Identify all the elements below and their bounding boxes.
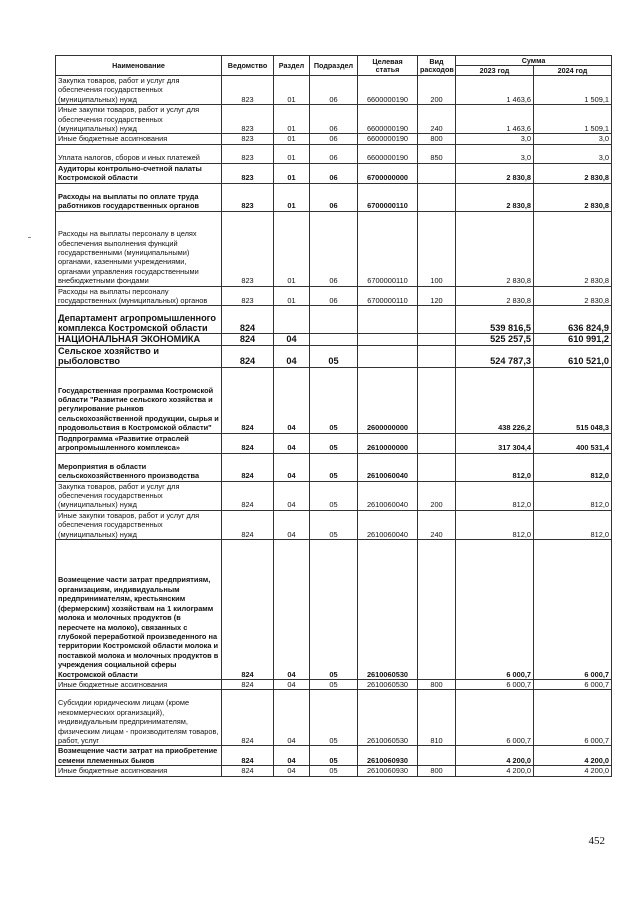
cell-cs: 2610060530 <box>358 690 418 746</box>
cell-cs: 2600000000 <box>358 367 418 433</box>
table-row <box>56 766 612 776</box>
table-row <box>56 433 612 453</box>
cell-ved: 824 <box>222 510 274 539</box>
cell-podr: 05 <box>310 766 358 776</box>
cell-cs <box>358 306 418 334</box>
cell-razd: 01 <box>274 105 310 134</box>
cell-podr: 05 <box>310 345 358 367</box>
cell-ved: 824 <box>222 334 274 345</box>
table-header-row <box>56 56 612 66</box>
cell-ved: 823 <box>222 134 274 144</box>
header-sum: Сумма <box>456 56 612 66</box>
table-row <box>56 286 612 306</box>
cell-podr: 05 <box>310 433 358 453</box>
cell-cs: 2610060530 <box>358 679 418 689</box>
cell-s2024: 636 824,9 <box>534 306 612 334</box>
cell-ved: 824 <box>222 766 274 776</box>
cell-podr: 06 <box>310 76 358 105</box>
cell-name: Государственная программа Костромской области "Развитие сельского хозяйства и регулирование рынков сельскохозяйственной продукции, сырья и продовольствия в Костромской области" <box>56 367 222 433</box>
cell-ved: 824 <box>222 481 274 510</box>
table-row <box>56 144 612 163</box>
cell-vr <box>418 163 456 183</box>
cell-s2024: 6 000,7 <box>534 679 612 689</box>
cell-s2023: 812,0 <box>456 481 534 510</box>
cell-podr: 06 <box>310 134 358 144</box>
cell-podr: 06 <box>310 183 358 211</box>
header-razdel: Раздел <box>274 56 310 76</box>
cell-s2023: 438 226,2 <box>456 367 534 433</box>
cell-razd: 04 <box>274 481 310 510</box>
cell-name: Расходы на выплаты персоналу в целях обеспечения выполнения функций государственными (муниципальными) органами, казенными учреждениями, органами управления государственными внебюджетными фондами <box>56 211 222 286</box>
cell-vr: 120 <box>418 286 456 306</box>
cell-name: Возмещение части затрат предприятиям, организациям, индивидуальным предпринимателям, крестьянским (фермерским) хозяйствам на 1 килограмм молока и молочных продуктов (в пересчете на молоко), связанных с глубокой переработкой произведенного на территории Костромской области молока и поставкой молока и молочных продуктов в учреждения социальной сферы Костромской области <box>56 539 222 679</box>
cell-podr: 05 <box>310 481 358 510</box>
table-row <box>56 134 612 144</box>
cell-cs: 2610060040 <box>358 453 418 481</box>
cell-podr: 06 <box>310 163 358 183</box>
header-podrazdel: Подраздел <box>310 56 358 76</box>
cell-name: Возмещение части затрат на приобретение семени племенных быков <box>56 746 222 766</box>
cell-cs: 6600000190 <box>358 105 418 134</box>
table-row <box>56 163 612 183</box>
cell-vr <box>418 539 456 679</box>
cell-razd: 04 <box>274 690 310 746</box>
cell-s2023: 3,0 <box>456 144 534 163</box>
header-2024: 2024 год <box>534 66 612 76</box>
table-row <box>56 367 612 433</box>
cell-razd: 04 <box>274 433 310 453</box>
cell-podr: 05 <box>310 690 358 746</box>
cell-vr: 810 <box>418 690 456 746</box>
scan-speck <box>28 237 31 238</box>
cell-s2023: 1 463,6 <box>456 76 534 105</box>
cell-name: Аудиторы контрольно-счетной палаты Костромской области <box>56 163 222 183</box>
cell-s2023: 2 830,8 <box>456 211 534 286</box>
cell-s2024: 6 000,7 <box>534 539 612 679</box>
cell-s2024: 812,0 <box>534 481 612 510</box>
cell-podr: 06 <box>310 105 358 134</box>
cell-ved: 823 <box>222 211 274 286</box>
cell-razd: 04 <box>274 453 310 481</box>
cell-ved: 823 <box>222 183 274 211</box>
cell-s2024: 2 830,8 <box>534 211 612 286</box>
cell-s2023: 4 200,0 <box>456 746 534 766</box>
cell-cs: 6700000110 <box>358 286 418 306</box>
cell-s2023: 1 463,6 <box>456 105 534 134</box>
cell-s2023: 812,0 <box>456 510 534 539</box>
cell-s2024: 812,0 <box>534 453 612 481</box>
cell-name: Субсидии юридическим лицам (кроме некоммерческих организаций), индивидуальным предпринимателям, физическим лицам - производителям товаров, работ, услуг <box>56 690 222 746</box>
cell-razd <box>274 306 310 334</box>
cell-ved: 824 <box>222 690 274 746</box>
cell-s2023: 524 787,3 <box>456 345 534 367</box>
cell-cs: 6700000000 <box>358 163 418 183</box>
cell-vr: 200 <box>418 76 456 105</box>
cell-s2024: 3,0 <box>534 134 612 144</box>
cell-razd: 01 <box>274 134 310 144</box>
cell-ved: 824 <box>222 433 274 453</box>
cell-name: Расходы на выплаты по оплате труда работников государственных органов <box>56 183 222 211</box>
cell-podr: 06 <box>310 286 358 306</box>
cell-vr <box>418 306 456 334</box>
header-name: Наименование <box>56 56 222 76</box>
table-row <box>56 306 612 334</box>
table-row <box>56 453 612 481</box>
cell-s2023: 2 830,8 <box>456 183 534 211</box>
cell-razd: 04 <box>274 334 310 345</box>
cell-razd: 04 <box>274 679 310 689</box>
cell-s2024: 515 048,3 <box>534 367 612 433</box>
cell-ved: 823 <box>222 76 274 105</box>
cell-name: Иные бюджетные ассигнования <box>56 766 222 776</box>
cell-cs: 6700000110 <box>358 211 418 286</box>
cell-podr: 06 <box>310 144 358 163</box>
cell-podr: 06 <box>310 211 358 286</box>
cell-razd: 01 <box>274 286 310 306</box>
cell-ved: 824 <box>222 453 274 481</box>
cell-podr <box>310 306 358 334</box>
cell-s2023: 317 304,4 <box>456 433 534 453</box>
cell-vr <box>418 345 456 367</box>
cell-cs: 6600000190 <box>358 134 418 144</box>
cell-ved: 824 <box>222 746 274 766</box>
table-row <box>56 746 612 766</box>
cell-ved: 823 <box>222 105 274 134</box>
cell-razd: 01 <box>274 76 310 105</box>
cell-name: Иные закупки товаров, работ и услуг для обеспечения государственных (муниципальных) нужд <box>56 105 222 134</box>
cell-razd: 01 <box>274 211 310 286</box>
cell-vr: 200 <box>418 481 456 510</box>
cell-name: Иные закупки товаров, работ и услуг для обеспечения государственных (муниципальных) нужд <box>56 510 222 539</box>
table-row <box>56 510 612 539</box>
cell-podr: 05 <box>310 367 358 433</box>
cell-ved: 823 <box>222 144 274 163</box>
cell-s2024: 2 830,8 <box>534 286 612 306</box>
cell-ved: 824 <box>222 345 274 367</box>
header-vid: Вид расходов <box>418 56 456 76</box>
cell-s2023: 3,0 <box>456 134 534 144</box>
cell-ved: 824 <box>222 679 274 689</box>
cell-name: Иные бюджетные ассигнования <box>56 134 222 144</box>
cell-cs: 2610060040 <box>358 510 418 539</box>
cell-s2023: 2 830,8 <box>456 286 534 306</box>
cell-cs: 6600000190 <box>358 76 418 105</box>
cell-s2023: 2 830,8 <box>456 163 534 183</box>
cell-s2024: 2 830,8 <box>534 163 612 183</box>
cell-name: Мероприятия в области сельскохозяйственного производства <box>56 453 222 481</box>
cell-podr: 05 <box>310 510 358 539</box>
cell-ved: 824 <box>222 539 274 679</box>
cell-s2023: 812,0 <box>456 453 534 481</box>
page-number: 452 <box>588 835 605 847</box>
cell-s2023: 539 816,5 <box>456 306 534 334</box>
cell-ved: 824 <box>222 306 274 334</box>
cell-cs <box>358 334 418 345</box>
cell-s2024: 610 521,0 <box>534 345 612 367</box>
cell-vr: 100 <box>418 211 456 286</box>
cell-vr: 240 <box>418 510 456 539</box>
table-row <box>56 679 612 689</box>
cell-vr: 240 <box>418 105 456 134</box>
cell-razd: 04 <box>274 766 310 776</box>
table-row <box>56 105 612 134</box>
cell-vr <box>418 183 456 211</box>
cell-s2024: 3,0 <box>534 144 612 163</box>
cell-name: Закупка товаров, работ и услуг для обеспечения государственных (муниципальных) нужд <box>56 481 222 510</box>
cell-s2024: 1 509,1 <box>534 105 612 134</box>
header-2023: 2023 год <box>456 66 534 76</box>
cell-podr <box>310 334 358 345</box>
cell-podr: 05 <box>310 539 358 679</box>
cell-podr: 05 <box>310 453 358 481</box>
table-row <box>56 690 612 746</box>
cell-razd: 04 <box>274 367 310 433</box>
cell-cs: 2610060530 <box>358 539 418 679</box>
cell-name: Расходы на выплаты персоналу государственных (муниципальных) органов <box>56 286 222 306</box>
cell-vr: 800 <box>418 134 456 144</box>
cell-name: Уплата налогов, сборов и иных платежей <box>56 144 222 163</box>
header-vedomstvo: Ведомство <box>222 56 274 76</box>
table-row <box>56 76 612 105</box>
cell-ved: 823 <box>222 286 274 306</box>
cell-cs: 6600000190 <box>358 144 418 163</box>
cell-vr <box>418 453 456 481</box>
cell-razd: 04 <box>274 746 310 766</box>
cell-name: НАЦИОНАЛЬНАЯ ЭКОНОМИКА <box>56 334 222 345</box>
table-row <box>56 211 612 286</box>
cell-podr: 05 <box>310 746 358 766</box>
cell-s2023: 6 000,7 <box>456 539 534 679</box>
cell-podr: 05 <box>310 679 358 689</box>
cell-vr: 850 <box>418 144 456 163</box>
cell-cs: 2610000000 <box>358 433 418 453</box>
cell-cs <box>358 345 418 367</box>
cell-ved: 823 <box>222 163 274 183</box>
cell-s2024: 2 830,8 <box>534 183 612 211</box>
cell-s2024: 1 509,1 <box>534 76 612 105</box>
cell-vr <box>418 746 456 766</box>
cell-razd: 04 <box>274 345 310 367</box>
cell-razd: 01 <box>274 183 310 211</box>
cell-s2023: 6 000,7 <box>456 690 534 746</box>
table-row <box>56 481 612 510</box>
table-row <box>56 539 612 679</box>
cell-cs: 2610060040 <box>358 481 418 510</box>
cell-name: Иные бюджетные ассигнования <box>56 679 222 689</box>
cell-s2024: 4 200,0 <box>534 766 612 776</box>
cell-vr: 800 <box>418 766 456 776</box>
cell-s2023: 6 000,7 <box>456 679 534 689</box>
cell-ved: 824 <box>222 367 274 433</box>
table-row <box>56 334 612 345</box>
cell-cs: 2610060930 <box>358 746 418 766</box>
cell-s2024: 812,0 <box>534 510 612 539</box>
cell-s2024: 400 531,4 <box>534 433 612 453</box>
header-target: Целевая статья <box>358 56 418 76</box>
cell-s2024: 610 991,2 <box>534 334 612 345</box>
cell-vr <box>418 334 456 345</box>
cell-s2024: 4 200,0 <box>534 746 612 766</box>
cell-razd: 01 <box>274 144 310 163</box>
cell-cs: 2610060930 <box>358 766 418 776</box>
budget-table <box>55 55 612 777</box>
cell-cs: 6700000110 <box>358 183 418 211</box>
cell-vr: 800 <box>418 679 456 689</box>
cell-razd: 04 <box>274 510 310 539</box>
table-body <box>56 76 612 777</box>
cell-razd: 01 <box>274 163 310 183</box>
cell-vr <box>418 367 456 433</box>
cell-name: Департамент агропромышленного комплекса Костромской области <box>56 306 222 334</box>
cell-s2023: 4 200,0 <box>456 766 534 776</box>
cell-name: Закупка товаров, работ и услуг для обеспечения государственных (муниципальных) нужд <box>56 76 222 105</box>
cell-s2023: 525 257,5 <box>456 334 534 345</box>
table-row <box>56 345 612 367</box>
cell-name: Подпрограмма «Развитие отраслей агропромышленного комплекса» <box>56 433 222 453</box>
table-row <box>56 183 612 211</box>
cell-vr <box>418 433 456 453</box>
cell-s2024: 6 000,7 <box>534 690 612 746</box>
cell-razd: 04 <box>274 539 310 679</box>
cell-name: Сельское хозяйство и рыболовство <box>56 345 222 367</box>
